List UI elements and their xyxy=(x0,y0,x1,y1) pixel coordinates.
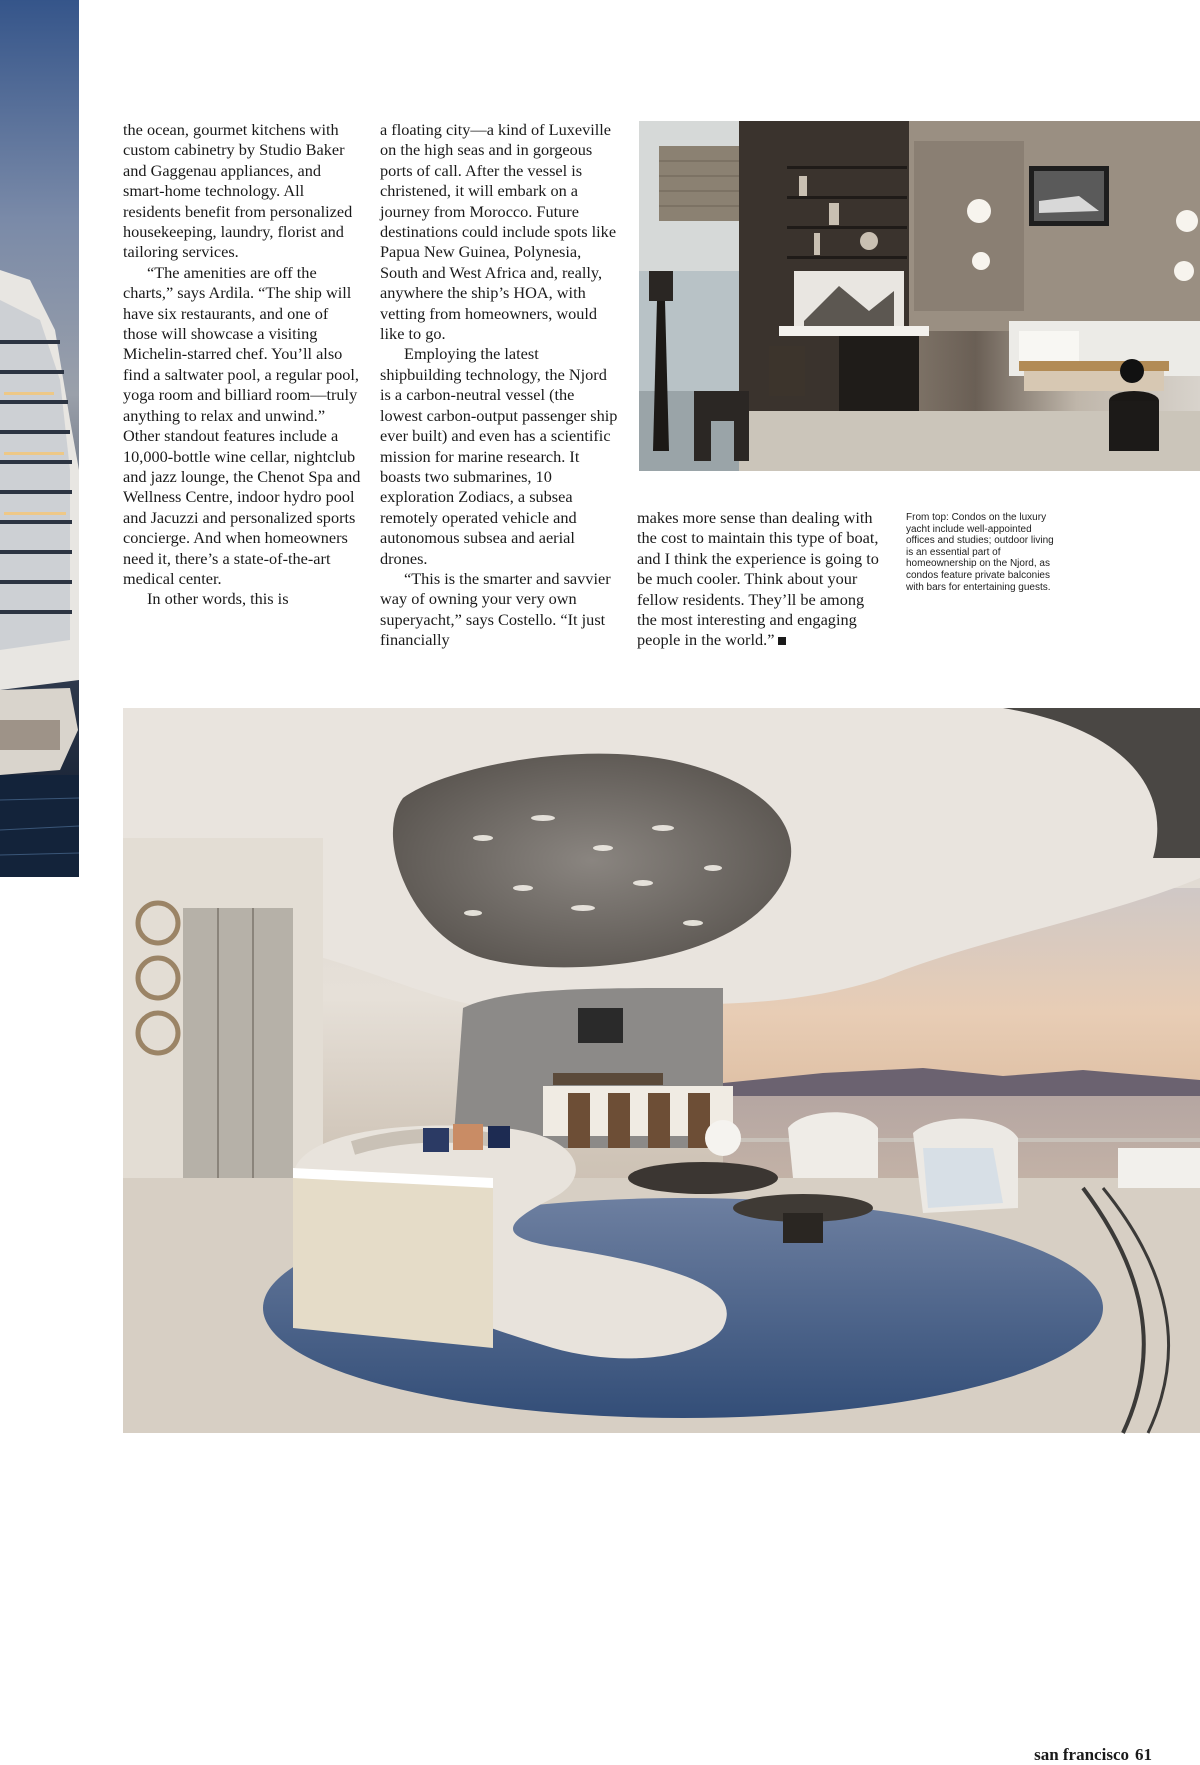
paragraph: “This is the smarter and savvier way of owning your very own superyacht,” says Costello. “It just financially xyxy=(380,568,611,650)
page-number: 61 xyxy=(1135,1745,1152,1764)
photo-caption: From top: Condos on the luxury yacht include well-appointed offices and studies; outdoor living is an essential part of homeownership on the Njord, as condos feature private balconies with bars for entertaining guests. xyxy=(906,512,1054,593)
balcony-lounge-photo xyxy=(123,708,1200,1764)
cruise-ship-illustration xyxy=(0,0,79,877)
balcony-lounge-illustration xyxy=(123,708,1200,1433)
paragraph: Employing the latest shipbuilding technology, the Njord is a carbon-neutral vessel (the lowest carbon-output passenger ship ever built) and even has a scientific mission for marine research. It boasts two submarines, 10 exploration Zodiacs, a subsea remotely operated vehicle and autonomous subsea and aerial drones. xyxy=(380,344,618,568)
end-of-article-mark xyxy=(778,637,786,645)
paragraph: the ocean, gourmet kitchens with custom cabinetry by Studio Baker and Gaggenau appliances, and smart-home technology. All residents benefit from personalized housekeeping, laundry, florist and tailoring services. xyxy=(123,120,353,262)
office-study-photo xyxy=(639,121,1200,471)
paragraph-text: makes more sense than dealing with the cost to maintain this type of boat, and I think the experience is going to be much cooler. Think about your fellow residents. They’ll be among the most interesting and engaging people in the world.” xyxy=(637,508,879,650)
paragraph: In other words, this is xyxy=(147,589,289,609)
paragraph: a floating city—a kind of Luxeville on the high seas and in gorgeous ports of call. After the vessel is christened, it will embark on a journey from Morocco. Future destinations could include spots like Papua New Guinea, Polynesia, South and West Africa and, really, anywhere the ship’s HOA, with vetting from homeowners, would like to go. xyxy=(380,120,617,344)
magazine-name: san francisco xyxy=(1034,1745,1129,1764)
page-folio xyxy=(1034,1745,1152,1765)
article-column-1 xyxy=(123,120,363,610)
paragraph: “The amenities are off the charts,” says Ardila. “The ship will have six restaurants, and one of those will showcase a visiting Michelin-starred chef. You’ll also find a saltwater pool, a regular pool, yoga room and billiard room—truly anything to relax and unwind.” Other standout features include a 10,000-bottle wine cellar, nightclub and jazz lounge, the Chenot Spa and Wellness Centre, indoor hydro pool and Jacuzzi and personalized sports concierge. And when homeowners need it, there’s a state-of-the-art medical center. xyxy=(123,262,361,588)
cruise-ship-photo xyxy=(0,0,79,877)
article-column-3 xyxy=(637,508,882,651)
paragraph xyxy=(637,508,882,651)
office-study-illustration xyxy=(639,121,1200,471)
article-column-2 xyxy=(380,120,620,651)
